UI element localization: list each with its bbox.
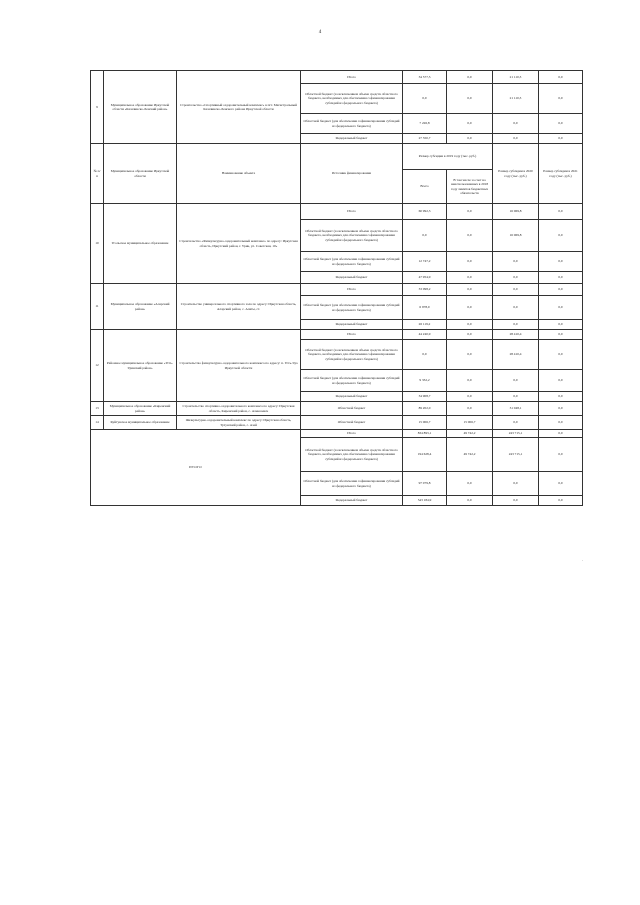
value-2021: 0,0 — [539, 114, 583, 134]
value-2019-unused: 0,0 — [447, 296, 493, 320]
value-2019-unused: 0,0 — [447, 272, 493, 284]
table-row — [91, 284, 583, 296]
value-2019-total: 60 992,3 — [403, 204, 447, 220]
value-2019-unused: 0,0 — [447, 284, 493, 296]
object-cell: Строительство «Физкультурно-оздоровительный комплекс» по адресу: Иркутская область, Иркутский район, г. Урик, ул. Советская, 10» — [177, 204, 301, 284]
object-cell: Физкультурно-оздоровительный комплекс по адресу: Иркутская область, Тулунский район, с. Азей — [177, 416, 301, 430]
total-label: ИТОГО — [91, 430, 301, 506]
header-2019: Размер субсидии в 2019 году (тыс. руб.) — [403, 144, 493, 170]
value-2019-total: 89 202,0 — [403, 402, 447, 416]
value-2020: 16 069,8 — [493, 204, 539, 220]
object-cell: Строительство «Спортивный оздоровительный комплекс» в пгт. Магистральный Казачинско-Ленского района Иркутской области — [177, 71, 301, 144]
value-2019-unused: 0,0 — [447, 220, 493, 252]
funding-source: Областной бюджет (за исключением объема средств областного бюджета, необходимых для обеспечения софинансирования субсидий из федерального бюджета) — [301, 438, 403, 472]
funding-source: Областной бюджет (за исключением объема средств областного бюджета, необходимых для обеспечения софинансирования субсидий из федерального бюджета) — [301, 220, 403, 252]
value-2020: 0,0 — [493, 272, 539, 284]
value-2020: 243 715,1 — [493, 430, 539, 438]
object-cell: Строительство универсального спортивного зала по адресу: Иркутская область, Аларский район, с. Аляты, ст. — [177, 284, 301, 330]
value-2019-unused: 0,0 — [447, 252, 493, 272]
header-municipality: Муниципальное образование Иркутской области — [104, 144, 177, 204]
municipality-cell: Муниципальное образование Иркутской области «Казачинско-Ленский район» — [104, 71, 177, 144]
value-2021: 0,0 — [539, 430, 583, 438]
value-2019-total: 0,0 — [403, 84, 447, 114]
value-2021: 0,0 — [539, 402, 583, 416]
value-2021: 0,0 — [539, 496, 583, 506]
value-2019-unused: 0,0 — [447, 330, 493, 340]
value-2020: 31 048,1 — [493, 402, 539, 416]
value-2020: 0,0 — [493, 114, 539, 134]
funding-source: Итого — [301, 71, 403, 84]
subsidy-table — [90, 70, 583, 506]
value-2019-total: 34 908,7 — [403, 392, 447, 402]
value-2019-unused: 0,0 — [447, 134, 493, 144]
row-number: 14 — [91, 416, 104, 430]
value-2021: 0,0 — [539, 392, 583, 402]
value-2019-unused: 0,0 — [447, 320, 493, 330]
value-2021: 0,0 — [539, 330, 583, 340]
value-2020: 16 069,8 — [493, 220, 539, 252]
value-2019-unused: 0,0 — [447, 114, 493, 134]
value-2019-unused: 0,0 — [447, 204, 493, 220]
value-2019-unused: 15 006,7 — [447, 416, 493, 430]
header-2019-unused: В том числе за счет на неиспользованных в 2018 году лимитов бюджетных обязательств — [447, 170, 493, 204]
value-2019-total: 26 119,2 — [403, 320, 447, 330]
funding-source: Итого — [301, 330, 403, 340]
value-2019-total: 34 577,5 — [403, 71, 447, 84]
municipality-cell: Усольское муниципальное образование — [104, 204, 177, 284]
value-2019-total: 0,0 — [403, 220, 447, 252]
row-number: 13 — [91, 402, 104, 416]
object-cell: Строительство физкультурно-оздоровительного комплекса по адресу: п. Усть-Уда Иркутской области — [177, 330, 301, 402]
value-2021: 0,0 — [539, 84, 583, 114]
funding-source: Областной бюджет (для обеспечения софинансирования субсидий из федерального бюджета) — [301, 252, 403, 272]
header-2020: Размер субсидии в 2020 году (тыс. руб.) — [493, 144, 539, 204]
funding-source: Федеральный бюджет — [301, 496, 403, 506]
value-2020: 0,0 — [493, 392, 539, 402]
header-2019-total: Всего — [403, 170, 447, 204]
header-object: Наименование объекта — [177, 144, 301, 204]
value-2021: 0,0 — [539, 370, 583, 392]
value-2021: 0,0 — [539, 438, 583, 472]
funding-source: Федеральный бюджет — [301, 320, 403, 330]
row-number: 9 — [91, 71, 104, 144]
row-number: 10 — [91, 204, 104, 284]
value-2021: 0,0 — [539, 134, 583, 144]
value-2019-unused: 0,0 — [447, 340, 493, 370]
value-2020: 21 110,3 — [493, 71, 539, 84]
value-2021: 0,0 — [539, 320, 583, 330]
value-2020: 0,0 — [493, 134, 539, 144]
funding-source: Итого — [301, 284, 403, 296]
value-2021: 0,0 — [539, 416, 583, 430]
value-2020: 0,0 — [493, 252, 539, 272]
value-2020: 243 715,1 — [493, 438, 539, 472]
value-2020: 28 410,4 — [493, 330, 539, 340]
page-number: 4 — [318, 30, 322, 35]
value-2019-total: 0,0 — [403, 340, 447, 370]
value-2020: 21 110,3 — [493, 84, 539, 114]
value-2019-unused: 0,0 — [447, 84, 493, 114]
value-2019-unused: 0,0 — [447, 472, 493, 496]
table-row — [91, 402, 583, 416]
value-2020: 0,0 — [493, 496, 539, 506]
funding-source: Федеральный бюджет — [301, 392, 403, 402]
value-2019-unused: 49 742,2 — [447, 430, 493, 438]
municipality-cell: Районное муниципальное образование «Усть-Удинский район» — [104, 330, 177, 402]
header-source: Источник финансирования — [301, 144, 403, 204]
value-2019-unused: 0,0 — [447, 496, 493, 506]
row-number: 12 — [91, 330, 104, 402]
municipality-cell: Куйтунское муниципальное образование — [104, 416, 177, 430]
municipality-cell: Муниципальное образование «Аларский район» — [104, 284, 177, 330]
funding-source: Итого — [301, 204, 403, 220]
value-2019-total: 194 628,4 — [403, 438, 447, 472]
value-2019-total: 47 954,9 — [403, 272, 447, 284]
value-2019-total: 27 350,7 — [403, 134, 447, 144]
value-2020: 28 410,4 — [493, 340, 539, 370]
value-2021: 0,0 — [539, 284, 583, 296]
funding-source: Областной бюджет (за исключением объема средств областного бюджета, необходимых для обеспечения софинансирования субсидий из федерального бюджета) — [301, 84, 403, 114]
value-2019-total: 7 226,8 — [403, 114, 447, 134]
row-number: 11 — [91, 284, 104, 330]
value-2021: 0,0 — [539, 252, 583, 272]
value-2019-total: 97 079,8 — [403, 472, 447, 496]
funding-source: Областной бюджет (за исключением объема средств областного бюджета, необходимых для обеспечения софинансирования субсидий из федерального бюджета) — [301, 340, 403, 370]
value-2019-unused: 0,0 — [447, 392, 493, 402]
value-2019-total: 15 006,7 — [403, 416, 447, 430]
value-2020: 0,0 — [493, 296, 539, 320]
table-row — [91, 71, 583, 84]
value-2019-total: 9 332,2 — [403, 370, 447, 392]
funding-source: Областной бюджет (для обеспечения софинансирования субсидий из федерального бюджета) — [301, 114, 403, 134]
value-2019-total: 12 747,2 — [403, 252, 447, 272]
value-2019-unused: 0,0 — [447, 402, 493, 416]
total-row — [91, 430, 583, 438]
value-2019-total: 33 098,2 — [403, 284, 447, 296]
table-row — [91, 330, 583, 340]
municipality-cell: Муниципальное образование «Киренский район» — [104, 402, 177, 416]
funding-source: Федеральный бюджет — [301, 272, 403, 284]
value-2020: 0,0 — [493, 416, 539, 430]
funding-source: Итого — [301, 430, 403, 438]
value-2021: 0,0 — [539, 272, 583, 284]
funding-source: Областной бюджет — [301, 402, 403, 416]
value-2021: 0,0 — [539, 220, 583, 252]
funding-source: Областной бюджет (для обеспечения софинансирования субсидий из федерального бюджета) — [301, 370, 403, 392]
value-2019-total: 834 893,1 — [403, 430, 447, 438]
value-2019-total: 6 978,0 — [403, 296, 447, 320]
value-2020: 0,0 — [493, 284, 539, 296]
value-2021: 0,0 — [539, 204, 583, 220]
value-2020: 0,0 — [493, 320, 539, 330]
table-row — [91, 416, 583, 430]
header-number: № п/п — [91, 144, 104, 204]
header-row — [91, 144, 583, 170]
value-2019-total: 44 240,9 — [403, 330, 447, 340]
value-2020: 0,0 — [493, 370, 539, 392]
value-2021: 0,0 — [539, 472, 583, 496]
value-2021: 0,0 — [539, 340, 583, 370]
value-2019-total: 543 184,9 — [403, 496, 447, 506]
funding-source: Областной бюджет (для обеспечения софинансирования субсидий из федерального бюджета) — [301, 296, 403, 320]
header-2021: Размер субсидии в 2021 году (тыс. руб.) — [539, 144, 583, 204]
value-2019-unused: 49 742,2 — [447, 438, 493, 472]
object-cell: Строительство спортивно-оздоровительного комплекса по адресу: Иркутская область, Киренский район, с. Алексеевск — [177, 402, 301, 416]
value-2020: 0,0 — [493, 472, 539, 496]
value-2021: 0,0 — [539, 71, 583, 84]
funding-source: Областной бюджет — [301, 416, 403, 430]
value-2021: 0,0 — [539, 296, 583, 320]
trailing-mark: . — [582, 557, 583, 562]
value-2019-unused: 0,0 — [447, 370, 493, 392]
funding-source: Федеральный бюджет — [301, 134, 403, 144]
table-row — [91, 204, 583, 220]
funding-source: Областной бюджет (для обеспечения софинансирования субсидий из федерального бюджета) — [301, 472, 403, 496]
value-2019-unused: 0,0 — [447, 71, 493, 84]
